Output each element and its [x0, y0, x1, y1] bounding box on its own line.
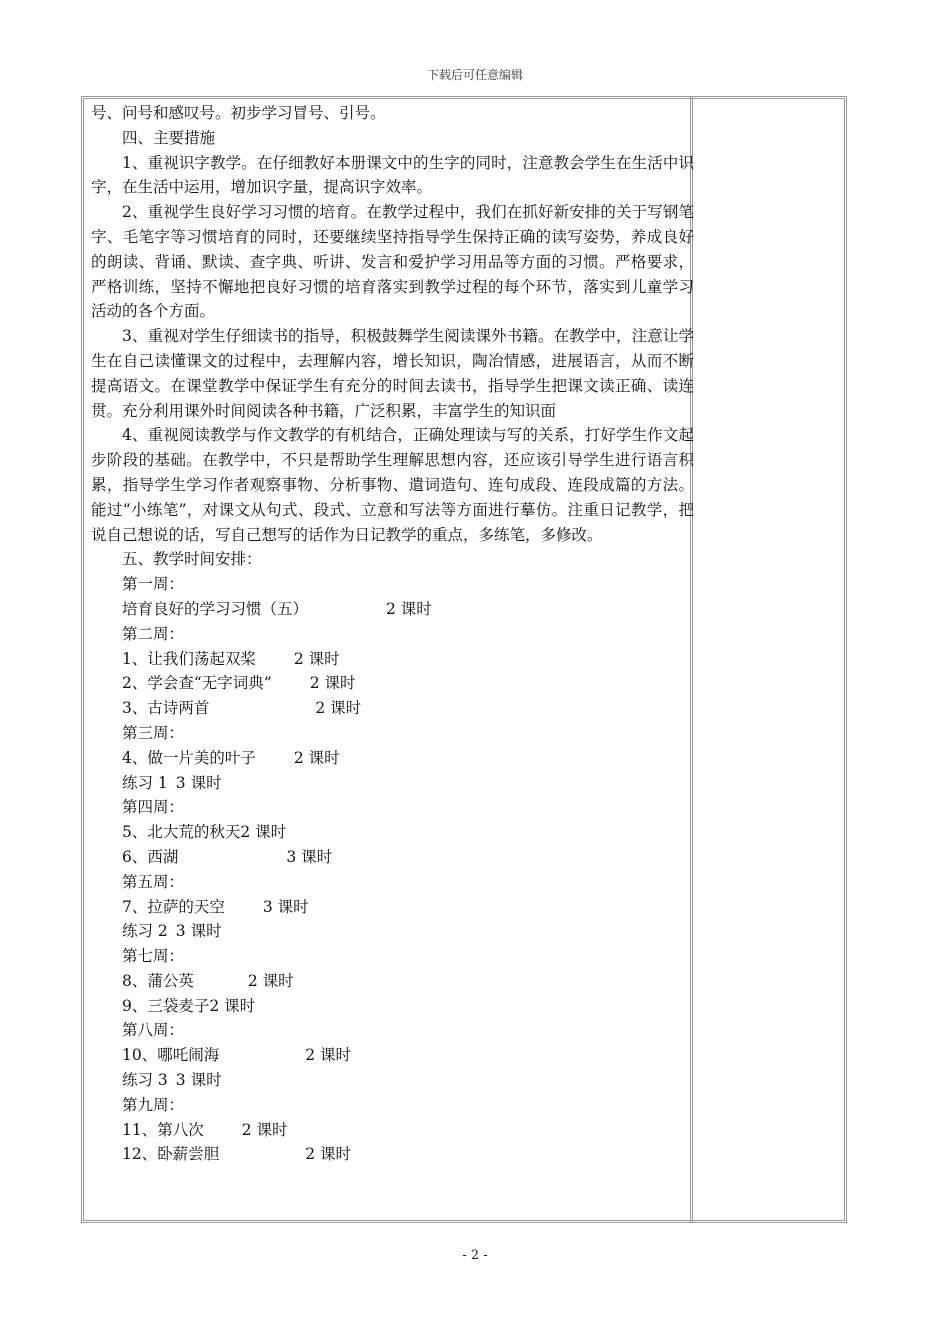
schedule-item: 第四周：: [122, 798, 185, 817]
paragraph: 号、问号和感叹号。初步学习冒号、引号。: [91, 104, 386, 122]
schedule-lesson: [122, 820, 694, 845]
paragraph: 4、重视阅读教学与作文教学的有机结合，正确处理读与写的关系，打好学生作文起步阶段的基础。在教学中，不只是帮助学生理解思想内容，还应该引导学生进行语言积累，指导学生学习作者观察事物、分析事物、遣词造句、连句成段、连段成篇的方法。能过“小练笔”，对课文从句式、段式、立意和写法等方面进行摹仿。注重日记教学，把说自己想说的话，写自己想写的话作为日记教学的重点，多练笔，多修改。: [91, 426, 694, 544]
schedule-item: 第二周：: [122, 624, 185, 643]
schedule-hours: 3 课时: [175, 922, 222, 941]
schedule-title: 五、教学时间安排：: [122, 550, 262, 569]
schedule-item: 培育良好的学习习惯（五）: [122, 599, 309, 618]
schedule-item: 练习 2: [122, 922, 168, 941]
schedule-lesson: [122, 746, 694, 771]
schedule-lesson: [122, 845, 694, 870]
page-header: 下载后可任意编辑: [426, 68, 523, 82]
schedule-lesson: [122, 1142, 694, 1167]
schedule-week: [122, 795, 694, 820]
schedule-item: 6、西湖: [122, 847, 179, 866]
schedule-week: [122, 622, 694, 647]
schedule-hours: 2 课时: [209, 996, 256, 1015]
schedule-item: 第七周：: [122, 947, 185, 966]
schedule-hours: 2 课时: [240, 823, 287, 842]
schedule-hours: 2 课时: [305, 1145, 352, 1164]
schedule-week: [122, 1093, 694, 1118]
schedule-hours: 3 课时: [175, 773, 222, 792]
schedule-lesson: [122, 696, 694, 721]
schedule-lesson: [122, 597, 694, 622]
schedule-lesson: [122, 969, 694, 994]
schedule-list: [91, 572, 694, 1167]
schedule-week: [122, 572, 694, 597]
table-cell-content: [91, 101, 694, 1167]
schedule-hours: 2 课时: [293, 649, 340, 668]
schedule-item: 11、第八次: [122, 1120, 204, 1139]
paragraph: 2、重视学生良好学习习惯的培育。在教学过程中，我们在抓好新安排的关于写钢笔字、毛笔字等习惯培育的同时，还要继续坚持指导学生保持正确的读写姿势，养成良好的朗读、背诵、默读、查字典、听讲、发言和爱护学习用品等方面的习惯。严格要求，严格训练，坚持不懈地把良好习惯的培育落实到教学过程的每个环节，落实到儿童学习活动的各个方面。: [91, 203, 694, 321]
schedule-item: 12、卧薪尝胆: [122, 1145, 220, 1164]
measures-section: [91, 101, 694, 547]
schedule-hours: 3 课时: [286, 847, 333, 866]
schedule-week: [122, 870, 694, 895]
schedule-item: 第一周：: [122, 575, 185, 594]
schedule-item: 7、拉萨的天空: [122, 897, 225, 916]
schedule-item: 练习 1: [122, 773, 168, 792]
schedule-item: 练习 3: [122, 1071, 168, 1090]
schedule-lesson: [122, 1118, 694, 1143]
schedule-hours: 2 课时: [315, 699, 362, 718]
schedule-item: 8、蒲公英: [122, 971, 194, 990]
schedule-item: 第五周：: [122, 872, 185, 891]
schedule-lesson: [122, 771, 694, 796]
schedule-hours: 3 课时: [262, 897, 309, 916]
schedule-week: [122, 721, 694, 746]
schedule-week: [122, 944, 694, 969]
schedule-item: 9、三袋麦子: [122, 996, 210, 1015]
schedule-item: 1、让我们荡起双桨: [122, 649, 256, 668]
schedule-lesson: [122, 671, 694, 696]
schedule-hours: 2 课时: [293, 748, 340, 767]
schedule-lesson: [122, 1043, 694, 1068]
schedule-item: 3、古诗两首: [122, 699, 210, 718]
paragraph: 3、重视对学生仔细读书的指导，积极鼓舞学生阅读课外书籍。在教学中，注意让学生在自己读懂课文的过程中，去理解内容，增长知识，陶冶情感，进展语言，从而不断提高语文。在课堂教学中保证学生有充分的时间去读书，指导学生把课文读正确、读连贯。充分利用课外时间阅读各种书籍，广泛积累，丰富学生的知识面: [91, 327, 694, 420]
paragraph: 四、主要措施: [122, 128, 216, 147]
schedule-hours: 2 课时: [309, 674, 356, 693]
schedule-item: 第九周：: [122, 1095, 185, 1114]
schedule-item: 第三周：: [122, 723, 185, 742]
schedule-hours: 2 课时: [386, 599, 432, 618]
schedule-item: 4、做一片美的叶子: [122, 748, 256, 767]
schedule-lesson: [122, 647, 694, 672]
schedule-week: [122, 1018, 694, 1043]
schedule-lesson: [122, 994, 694, 1019]
schedule-lesson: [122, 895, 694, 920]
schedule-item: 2、学会查“无字词典”: [122, 674, 272, 693]
schedule-hours: 2 课时: [305, 1046, 352, 1065]
schedule-item: 10、哪吒闹海: [122, 1046, 220, 1065]
schedule-item: 第八周：: [122, 1021, 185, 1040]
schedule-item: 5、北大荒的秋天: [122, 823, 241, 842]
paragraph: 1、重视识字教学。在仔细教好本册课文中的生字的同时，注意教会学生在生活中识字，在生活中运用，增加识字量，提高识字效率。: [91, 153, 694, 197]
schedule-lesson: [122, 919, 694, 944]
schedule-hours: 2 课时: [247, 971, 294, 990]
schedule-lesson: [122, 1068, 694, 1093]
page-number: - 2 -: [462, 1248, 488, 1263]
schedule-hours: 2 课时: [241, 1120, 288, 1139]
schedule-hours: 3 课时: [175, 1071, 222, 1090]
